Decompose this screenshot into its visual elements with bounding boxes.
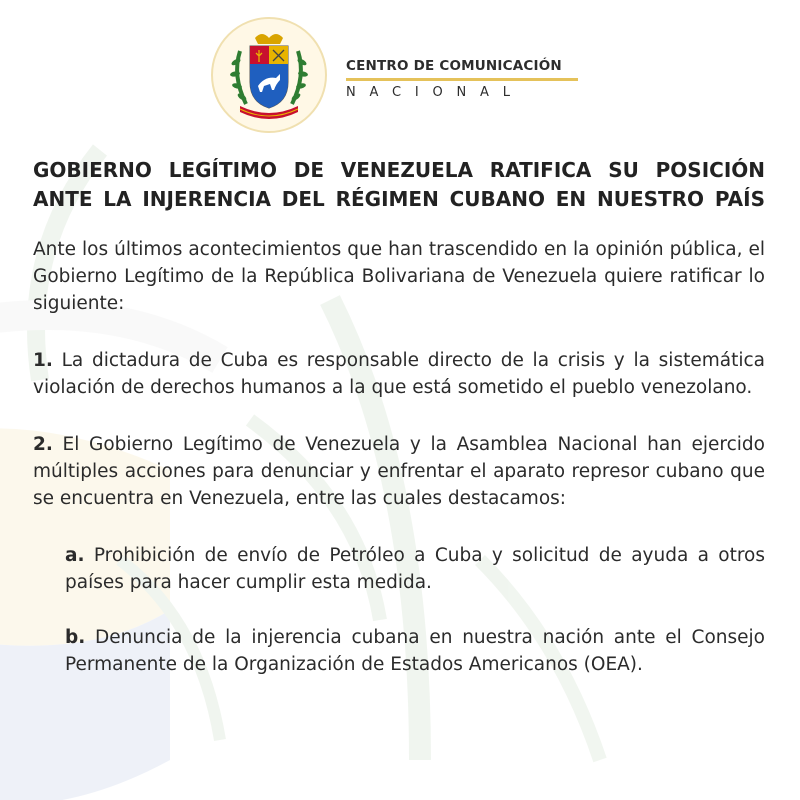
organization-name [346, 58, 578, 100]
subpoint-a [33, 542, 765, 596]
org-name-line2: NACIONAL [346, 85, 524, 100]
point-text: La dictadura de Cuba es responsable directo de la crisis y la sistemática violación de derechos humanos a la que está sometido el pueblo venezolano. [33, 350, 765, 398]
document-body [33, 156, 765, 706]
venezuela-coat-of-arms-icon [210, 16, 328, 134]
point-number: 2. [33, 434, 53, 455]
document-title [33, 156, 765, 214]
title-line-1: GOBIERNO LEGÍTIMO DE VENEZUELA RATIFICA SU POSICIÓN [33, 158, 765, 182]
subpoint-b [33, 624, 765, 678]
subpoint-letter: a. [65, 545, 85, 566]
point-number: 1. [33, 350, 53, 371]
intro-paragraph: Ante los últimos acontecimientos que han trascendido en la opinión pública, el Gobierno Legítimo de la República Bolivariana de Venezuela quiere ratificar lo siguiente: [33, 239, 765, 314]
point-2 [33, 431, 765, 512]
subpoint-text: Denuncia de la injerencia cubana en nuestra nación ante el Consejo Permanente de la Organización de Estados Americanos (OEA). [65, 627, 765, 675]
title-line-2: ANTE LA INJERENCIA DEL RÉGIMEN CUBANO EN NUESTRO PAÍS [33, 187, 765, 211]
header [0, 16, 800, 136]
point-text: El Gobierno Legítimo de Venezuela y la Asamblea Nacional han ejercido múltiples acciones para denunciar y enfrentar el aparato represor cubano que se encuentra en Venezuela, entre las cuales destacamos: [33, 434, 765, 509]
org-name-line1: CENTRO DE COMUNICACIÓN [346, 58, 578, 81]
subpoint-text: Prohibición de envío de Petróleo a Cuba y solicitud de ayuda a otros países para hacer cumplir esta medida. [65, 545, 765, 593]
point-1 [33, 347, 765, 401]
subpoint-letter: b. [65, 627, 86, 648]
